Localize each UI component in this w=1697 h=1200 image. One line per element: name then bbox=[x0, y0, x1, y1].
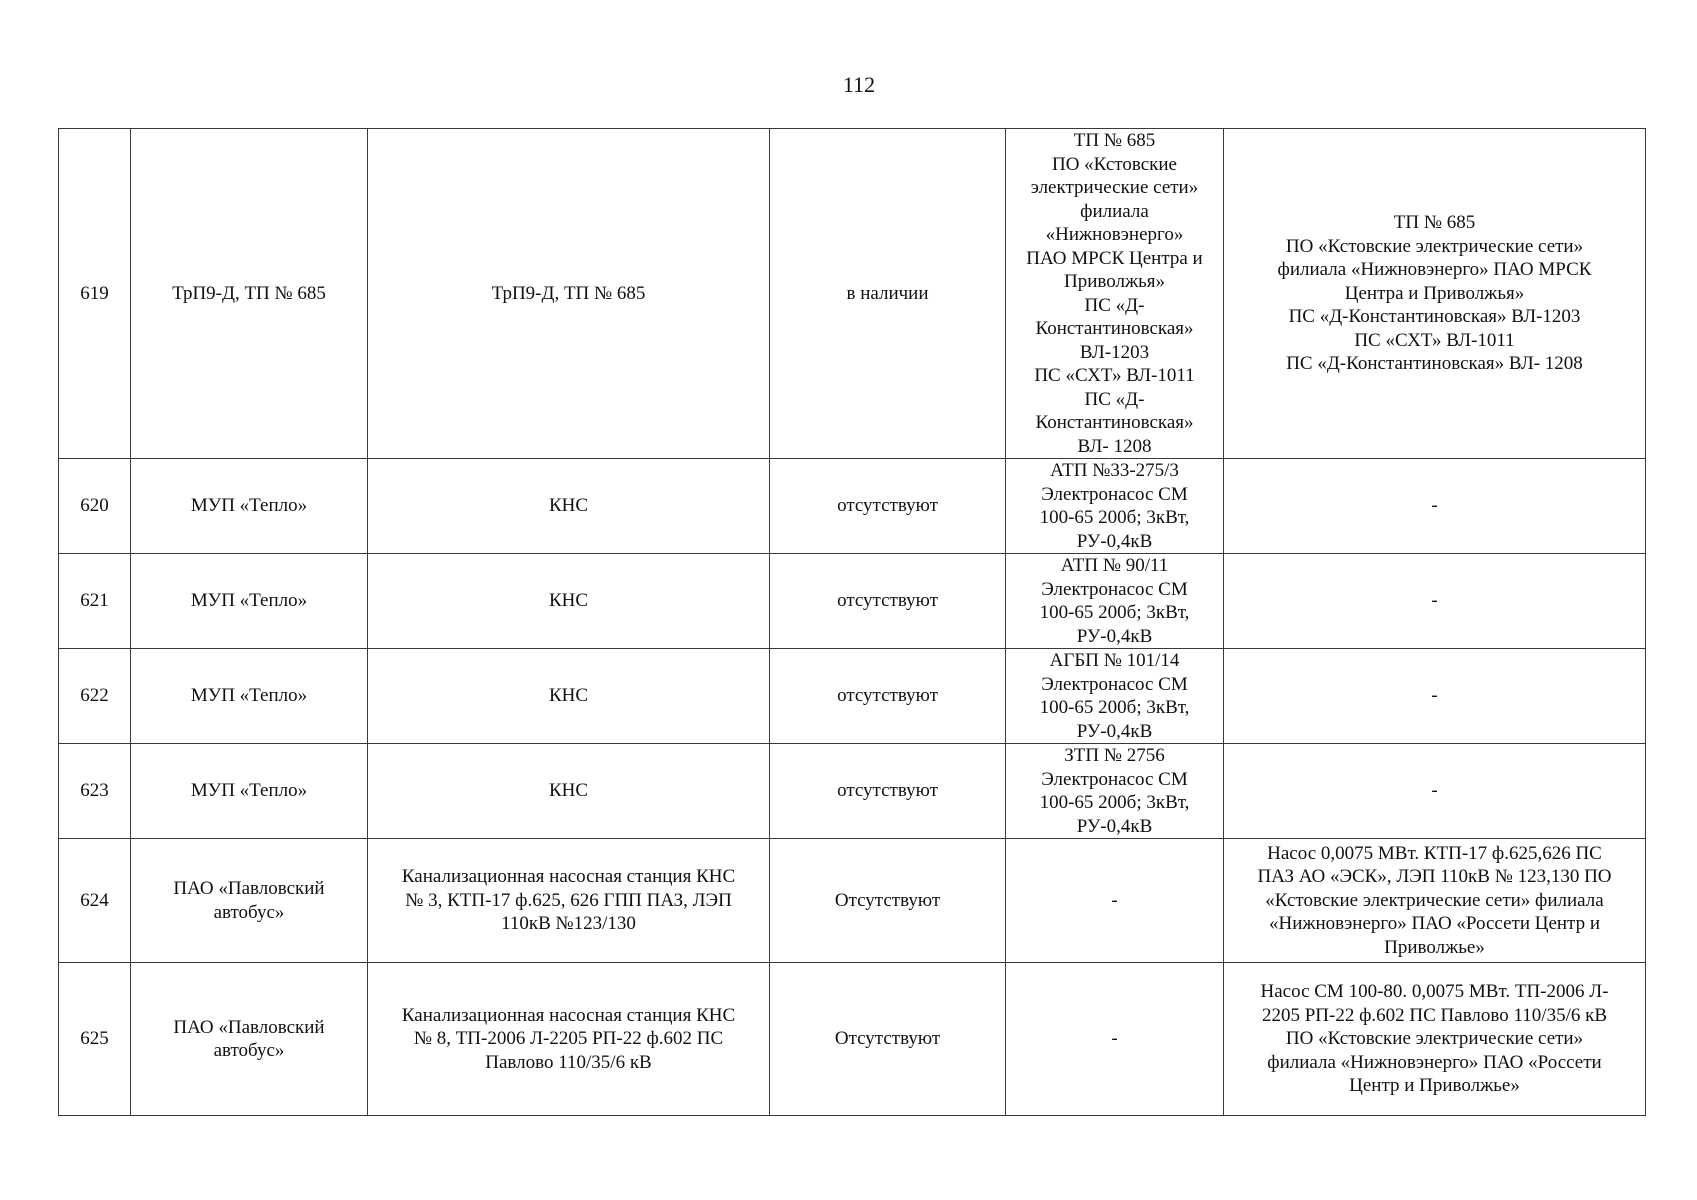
table-row bbox=[59, 963, 1646, 1116]
table-row bbox=[59, 554, 1646, 649]
power-source-cell: ЗТП № 2756 Электронасос СМ 100-65 200б; 3кВт, РУ-0,4кВ bbox=[1006, 744, 1224, 839]
status-cell: в наличии bbox=[770, 129, 1006, 459]
connection-cell: Насос 0,0075 МВт. КТП-17 ф.625,626 ПС ПАЗ АО «ЭСК», ЛЭП 110кВ № 123,130 ПО «Кстовские электрические сети» филиала «Нижновэнерго» ПАО «Россети Центр и Приволжье» bbox=[1224, 839, 1646, 963]
status-cell: отсутствуют bbox=[770, 649, 1006, 744]
table-row bbox=[59, 459, 1646, 554]
power-source-cell: - bbox=[1006, 839, 1224, 963]
table-row bbox=[59, 744, 1646, 839]
status-cell: отсутствуют bbox=[770, 459, 1006, 554]
row-number-cell: 619 bbox=[59, 129, 131, 459]
row-number-cell: 624 bbox=[59, 839, 131, 963]
connection-cell: - bbox=[1224, 649, 1646, 744]
owner-cell: ПАО «Павловский автобус» bbox=[131, 963, 368, 1116]
status-cell: отсутствуют bbox=[770, 744, 1006, 839]
object-cell: Канализационная насосная станция КНС № 8, ТП-2006 Л-2205 РП-22 ф.602 ПС Павлово 110/35/6 кВ bbox=[368, 963, 770, 1116]
object-cell: КНС bbox=[368, 744, 770, 839]
power-source-cell: АТП №33-275/3 Электронасос СМ 100-65 200б; 3кВт, РУ-0,4кВ bbox=[1006, 459, 1224, 554]
owner-cell: ПАО «Павловский автобус» bbox=[131, 839, 368, 963]
page-number: 112 bbox=[842, 72, 876, 97]
row-number-cell: 625 bbox=[59, 963, 131, 1116]
row-number-cell: 621 bbox=[59, 554, 131, 649]
row-number-cell: 623 bbox=[59, 744, 131, 839]
object-cell: Канализационная насосная станция КНС № 3, КТП-17 ф.625, 626 ГПП ПАЗ, ЛЭП 110кВ №123/130 bbox=[368, 839, 770, 963]
connection-cell: Насос СМ 100-80. 0,0075 МВт. ТП-2006 Л- 2205 РП-22 ф.602 ПС Павлово 110/35/6 кВ ПО «Кстовские электрические сети» филиала «Нижновэнерго» ПАО «Россети Центр и Приволжье» bbox=[1224, 963, 1646, 1116]
connection-cell: - bbox=[1224, 554, 1646, 649]
object-cell: КНС bbox=[368, 554, 770, 649]
status-cell: Отсутствуют bbox=[770, 963, 1006, 1116]
row-number-cell: 622 bbox=[59, 649, 131, 744]
facilities-table bbox=[58, 128, 1646, 1116]
object-cell: КНС bbox=[368, 459, 770, 554]
status-cell: отсутствуют bbox=[770, 554, 1006, 649]
power-source-cell: АТП № 90/11 Электронасос СМ 100-65 200б; 3кВт, РУ-0,4кВ bbox=[1006, 554, 1224, 649]
table-row bbox=[59, 649, 1646, 744]
owner-cell: МУП «Тепло» bbox=[131, 459, 368, 554]
table-row bbox=[59, 129, 1646, 459]
connection-cell: - bbox=[1224, 459, 1646, 554]
power-source-cell: ТП № 685 ПО «Кстовские электрические сети» филиала «Нижновэнерго» ПАО МРСК Центра и Приволжья» ПС «Д- Константиновская» ВЛ-1203 ПС «СХТ» ВЛ-1011 ПС «Д- Константиновская» ВЛ- 1208 bbox=[1006, 129, 1224, 459]
owner-cell: МУП «Тепло» bbox=[131, 649, 368, 744]
power-source-cell: - bbox=[1006, 963, 1224, 1116]
owner-cell: ТрП9-Д, ТП № 685 bbox=[131, 129, 368, 459]
object-cell: ТрП9-Д, ТП № 685 bbox=[368, 129, 770, 459]
connection-cell: - bbox=[1224, 744, 1646, 839]
owner-cell: МУП «Тепло» bbox=[131, 554, 368, 649]
table-row bbox=[59, 839, 1646, 963]
power-source-cell: АГБП № 101/14 Электронасос СМ 100-65 200б; 3кВт, РУ-0,4кВ bbox=[1006, 649, 1224, 744]
connection-cell: ТП № 685 ПО «Кстовские электрические сети» филиала «Нижновэнерго» ПАО МРСК Центра и Приволжья» ПС «Д-Константиновская» ВЛ-1203 ПС «СХТ» ВЛ-1011 ПС «Д-Константиновская» ВЛ- 1208 bbox=[1224, 129, 1646, 459]
owner-cell: МУП «Тепло» bbox=[131, 744, 368, 839]
row-number-cell: 620 bbox=[59, 459, 131, 554]
object-cell: КНС bbox=[368, 649, 770, 744]
status-cell: Отсутствуют bbox=[770, 839, 1006, 963]
